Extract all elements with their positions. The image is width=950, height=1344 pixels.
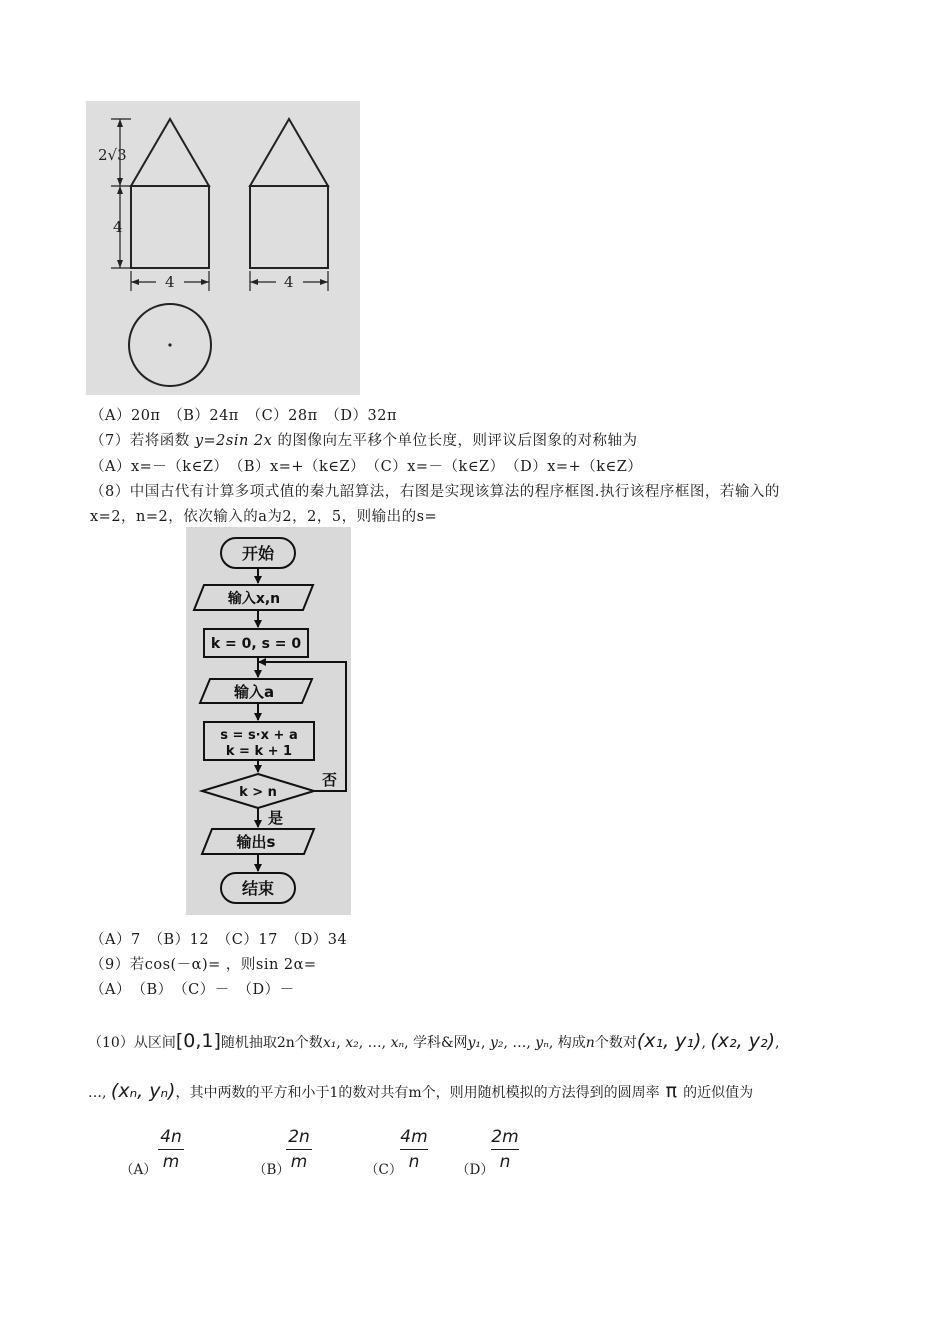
fc-input-a-label: 输入a: [233, 683, 275, 701]
q10-option-d-den: n: [499, 1152, 511, 1172]
q10-pair1: (x₁, y₁): [636, 1030, 702, 1052]
q10-option-d-num: 2m: [491, 1127, 519, 1147]
flowchart-figure: [186, 527, 351, 915]
dim-side-width: 4: [284, 273, 294, 291]
q8-stem-line2: x=2，n=2，依次输入的a为2，2，5，则输出的s=: [90, 509, 438, 525]
q10-y1: y₁: [467, 1035, 482, 1051]
q10-part1: （10）从区间: [88, 1035, 176, 1051]
q10-ellipsis-1: …: [367, 1035, 382, 1051]
q7-options: （A）x=－（k∈Z） （B）x=+（k∈Z） （C）x=－（k∈Z） （D）x=+（k∈Z）: [90, 459, 643, 475]
q10-option-c-fraction: [400, 1127, 428, 1172]
fc-start-label: 开始: [241, 544, 275, 563]
q10-ellipsis-3: …: [88, 1085, 102, 1101]
q10-pairn: (xₙ, yₙ): [110, 1080, 176, 1102]
fc-yes-label: 是: [268, 809, 284, 827]
q10-option-d-fraction: [491, 1127, 519, 1172]
q10-n-var: n: [585, 1035, 595, 1051]
dim-front-width: 4: [165, 273, 175, 291]
q9-options: （A） （B） （C）－ （D）－: [90, 982, 295, 998]
fc-output-label: 输出s: [236, 833, 276, 851]
q10-option-b-fraction: [286, 1127, 312, 1172]
q10-part2: 随机抽取2n个数: [220, 1035, 323, 1051]
q10-line2: …, (xₙ, yₙ)，其中两数的平方和小于1的数对共有m个，则用随机模拟的方法得到的圆周率 π 的近似值为: [88, 1080, 754, 1102]
q10-y2: y₂: [489, 1035, 504, 1051]
q10-line1: （10）从区间[0,1]随机抽取2n个数x₁, x₂, …, xₙ, 学科&网y₁, y₂, …, yₙ, 构成n个数对(x₁, y₁), (x₂, y₂),: [88, 1030, 780, 1052]
q10-line2-end: 的近似值为: [683, 1085, 754, 1101]
dim-body-height: 4: [113, 218, 123, 236]
fc-update2-label: k = k + 1: [225, 744, 293, 759]
q10-pair2: (x₂, y₂): [710, 1030, 776, 1052]
flowchart-drawing: [186, 527, 351, 915]
fc-update1-label: s = s·x + a: [220, 728, 298, 743]
q10-option-d-label: （D）: [456, 1162, 494, 1178]
q10-option-a-num: 4n: [160, 1127, 182, 1147]
q10-pi: π: [665, 1080, 678, 1102]
q10-interval: [0,1]: [175, 1030, 221, 1052]
q10-option-a-label: （A）: [120, 1162, 157, 1178]
q10-option-b-label: （B）: [253, 1162, 290, 1178]
q10-part5: 个数对: [594, 1035, 637, 1051]
q7-suffix: 的图像向左平移个单位长度，则评议后图象的对称轴为: [272, 433, 638, 449]
fc-init-label: k = 0, s = 0: [210, 636, 302, 652]
q6-options: （A）20π （B）24π （C）28π （D）32π: [90, 408, 398, 424]
q7-stem: [90, 429, 637, 450]
q7-function: y=2sin 2x: [194, 433, 273, 449]
q9-stem: （9）若cos(－α)= ，则sin 2α=: [90, 957, 317, 973]
q10-option-a-den: m: [162, 1152, 180, 1172]
q10-option-c-label: （C）: [365, 1162, 403, 1178]
fc-end-label: 结束: [241, 879, 275, 898]
q10-part3: 学科&网: [413, 1035, 468, 1051]
fc-input-xn-label: 输入x,n: [227, 591, 281, 607]
dim-top-height: 2√3: [98, 146, 127, 164]
q7-prefix: （7）若将函数: [90, 433, 195, 449]
q10-part4: 构成: [557, 1035, 586, 1051]
fc-condition-label: k > n: [239, 785, 277, 800]
q10-line2-text: ，其中两数的平方和小于1的数对共有m个，则用随机模拟的方法得到的圆周率: [175, 1085, 660, 1101]
q10-option-a-fraction: [158, 1127, 184, 1172]
q8-stem-line1: （8）中国古代有计算多项式值的秦九韶算法，右图是实现该算法的程序框图.执行该程序框图，若输入的: [90, 484, 780, 500]
q10-option-c-den: n: [408, 1152, 420, 1172]
q10-option-b-den: m: [290, 1152, 308, 1172]
q10-yn: yₙ: [535, 1035, 549, 1051]
q10-x1: x₁: [322, 1035, 337, 1051]
q10-option-b-num: 2n: [288, 1127, 310, 1147]
q8-options: （A）7 （B）12 （C）17 （D）34: [90, 932, 348, 948]
fc-no-label: 否: [322, 771, 338, 789]
q10-x2: x₂: [345, 1035, 359, 1051]
q10-option-c-num: 4m: [400, 1127, 428, 1147]
q10-xn: xₙ: [390, 1035, 405, 1051]
q10-ellipsis-2: …: [512, 1035, 527, 1051]
three-view-drawing: [86, 101, 360, 395]
three-view-figure: [86, 101, 360, 395]
